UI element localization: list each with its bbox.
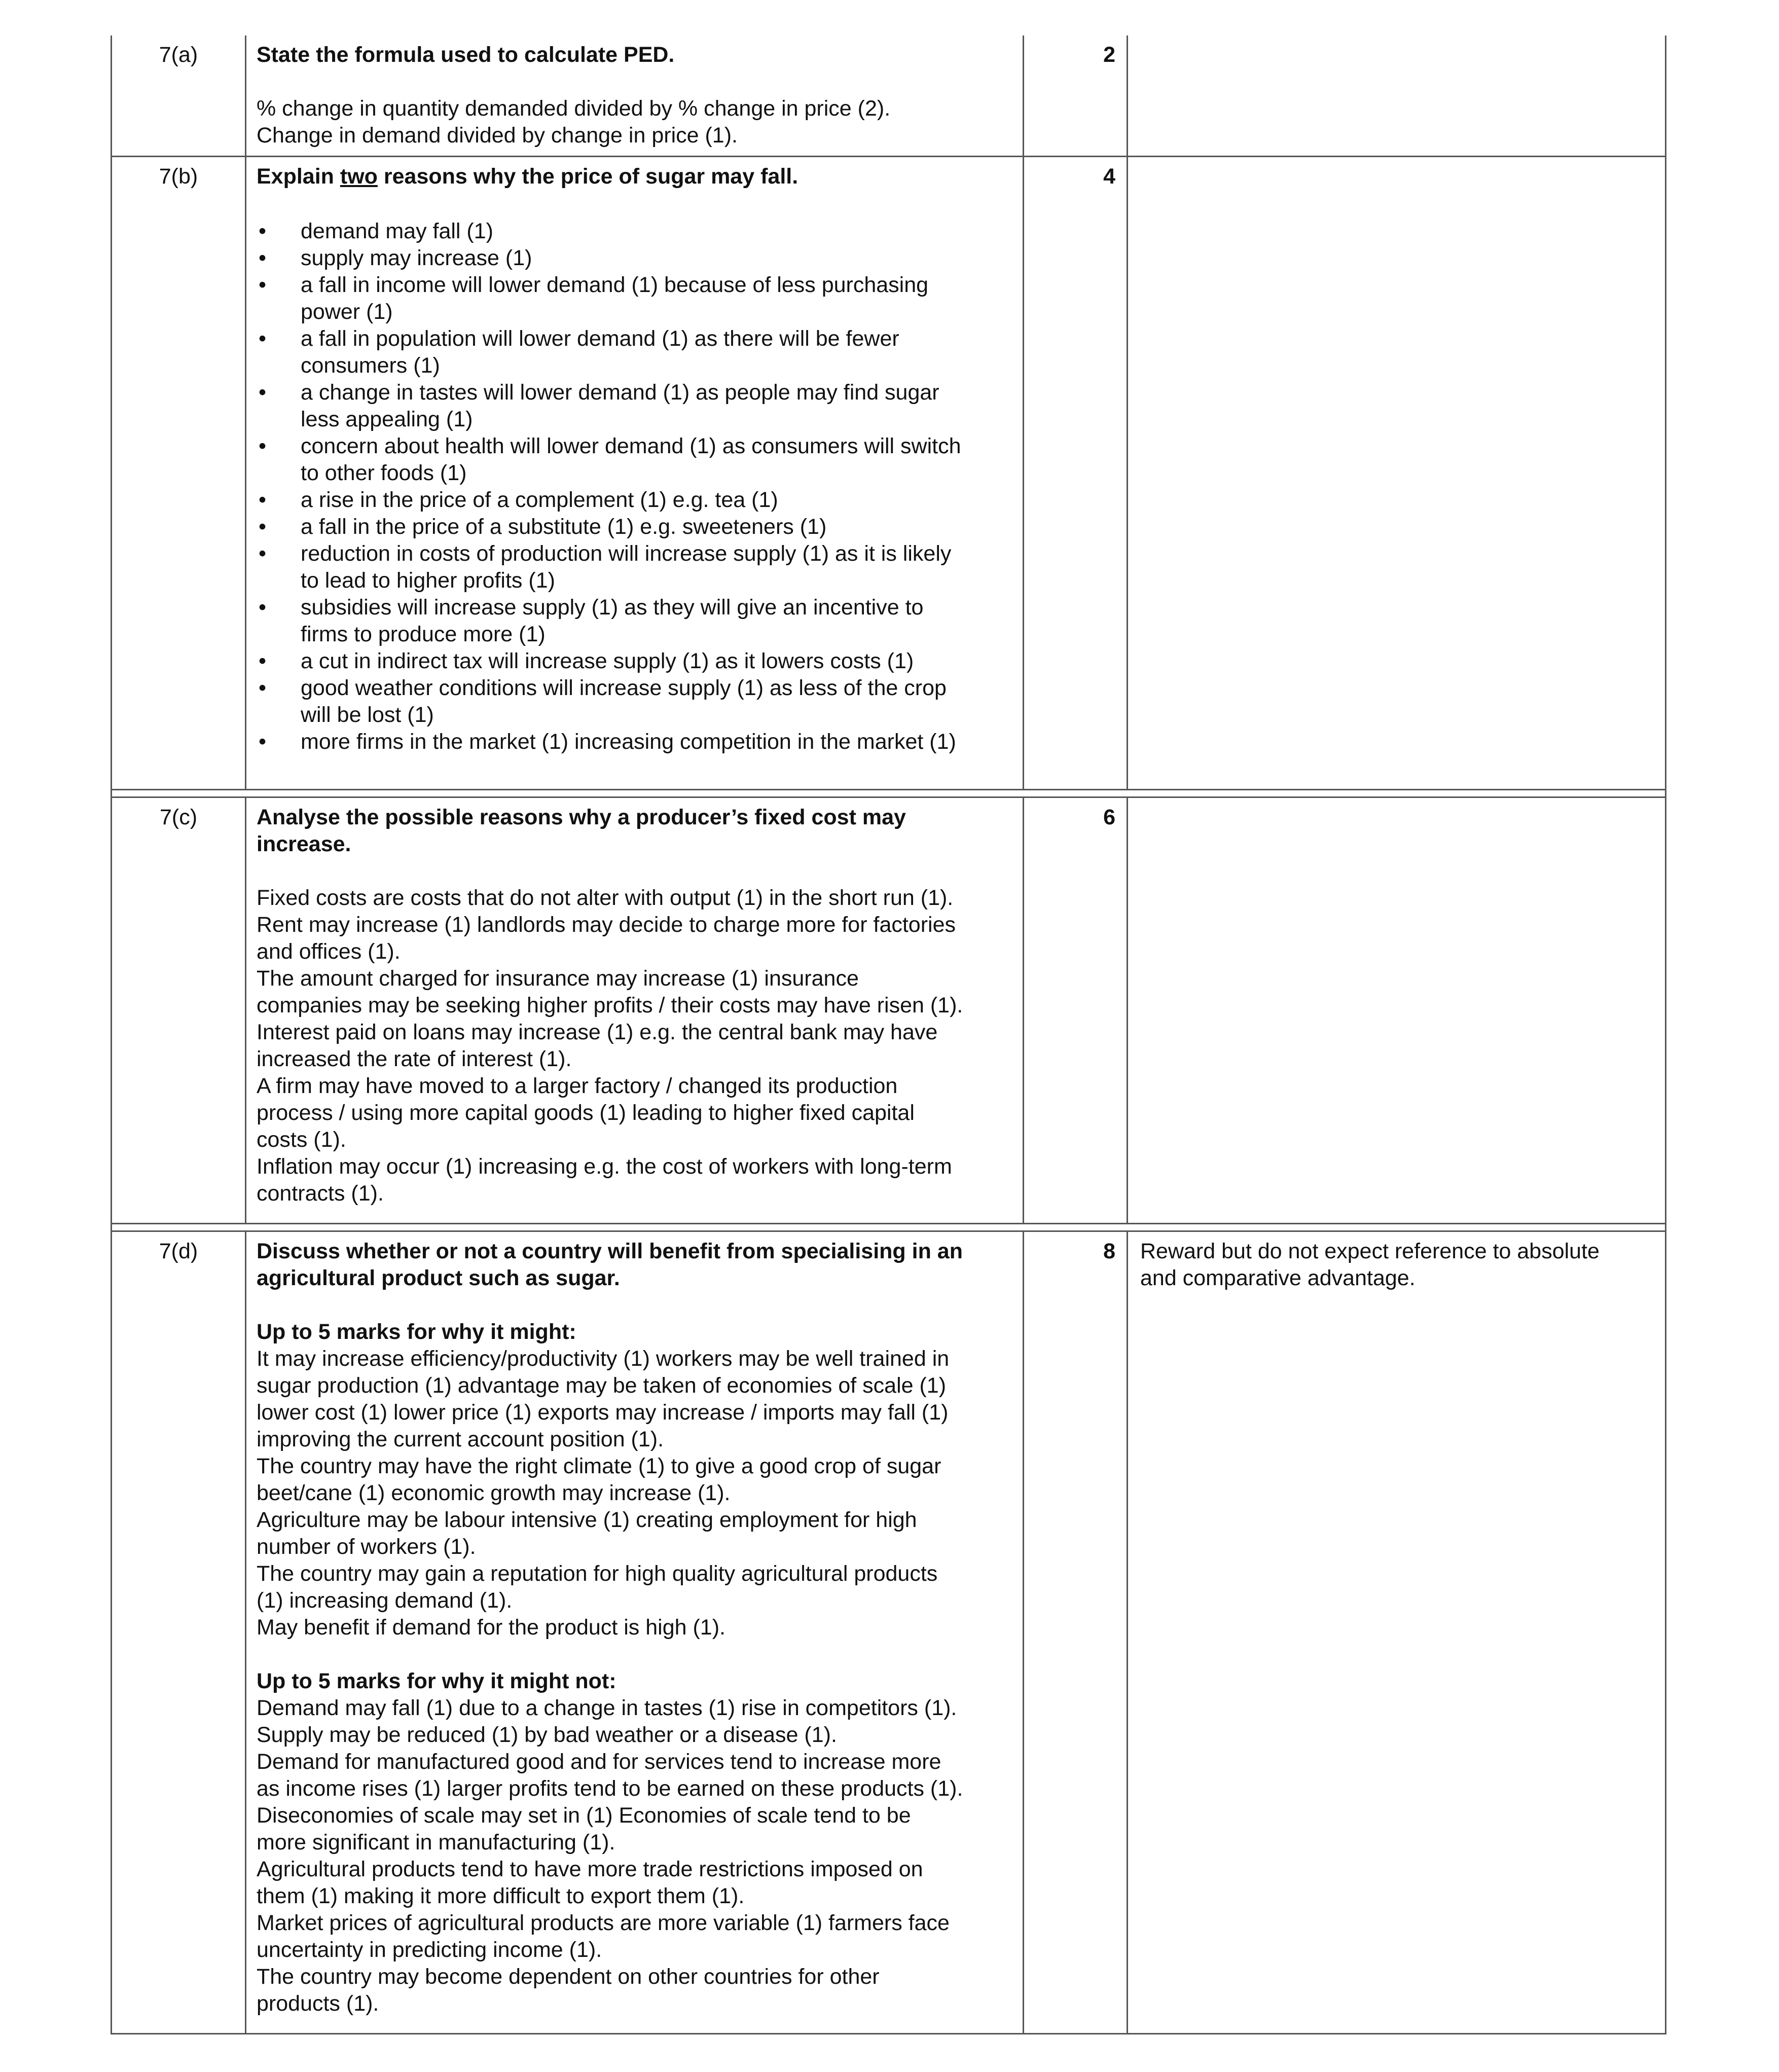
answer-cell: [257, 1232, 1014, 2028]
answer-line: lower cost (1) lower price (1) exports may increase / imports may fall (1): [257, 1400, 949, 1425]
question-text: Analyse the possible reasons why a producer’s fixed cost may increase.: [257, 805, 906, 856]
answer-line: Agricultural products tend to have more trade restrictions imposed on: [257, 1857, 923, 1881]
answer-line: sugar production (1) advantage may be taken of economies of scale (1): [257, 1373, 947, 1398]
answer-line: A firm may have moved to a larger factory / changed its production: [257, 1074, 898, 1098]
marks-value: 2: [1103, 43, 1115, 67]
answer-line: improving the current account position (1).: [257, 1427, 664, 1451]
answer-line: The amount charged for insurance may increase (1) insurance: [257, 966, 859, 991]
marks-value: 8: [1103, 1239, 1115, 1263]
list-item: • subsidies will increase supply (1) as they will give an incentive to firms to produce more (1): [259, 595, 924, 646]
answer-line: products (1).: [257, 1991, 379, 2016]
list-item: • a fall in income will lower demand (1) because of less purchasing power (1): [259, 273, 929, 324]
answer-line: Change in demand divided by change in price (1).: [257, 123, 738, 148]
answer-cell: [257, 798, 1014, 1218]
answer-line: Fixed costs are costs that do not alter with output (1) in the short run (1).: [257, 886, 954, 910]
question-number: 7(a): [159, 43, 198, 67]
guidance-cell: [1140, 1232, 1652, 1292]
answer-line: Inflation may occur (1) increasing e.g. the cost of workers with long-term: [257, 1154, 952, 1179]
answer-line: them (1) making it more difficult to export them (1).: [257, 1884, 745, 1908]
answer-line: (1) increasing demand (1).: [257, 1588, 513, 1613]
question-text: Discuss whether or not a country will benefit from specialising in an agricultural product such as sugar.: [257, 1239, 963, 1290]
marks-value: 4: [1103, 164, 1115, 189]
answer-line: and offices (1).: [257, 939, 401, 964]
row-7b: [112, 157, 1665, 789]
guidance-cell: [1140, 157, 1652, 163]
answer-line: increased the rate of interest (1).: [257, 1047, 572, 1071]
list-item: • reduction in costs of production will increase supply (1) as it is likely to lead to higher profits (1): [259, 541, 952, 593]
row-7a: [112, 35, 1665, 157]
guidance-cell: [1140, 798, 1652, 804]
reasons-list: [257, 218, 1014, 755]
answer-cell: [257, 35, 1014, 160]
question-text: State the formula used to calculate PED.: [257, 43, 675, 67]
answer-line: process / using more capital goods (1) leading to higher fixed capital: [257, 1101, 915, 1125]
question-number: 7(c): [159, 805, 198, 829]
answer-line: Rent may increase (1) landlords may decide to charge more for factories: [257, 913, 956, 937]
answer-line: uncertainty in predicting income (1).: [257, 1938, 602, 1962]
answer-line: % change in quantity demanded divided by % change in price (2).: [257, 96, 891, 121]
answer-cell: [257, 157, 1014, 767]
answer-line: companies may be seeking higher profits / their costs may have risen (1).: [257, 993, 963, 1017]
guidance-line: and comparative advantage.: [1140, 1266, 1415, 1290]
row-7d: [112, 1232, 1665, 2034]
answer-line: Demand for manufactured good and for services tend to increase more: [257, 1750, 941, 1774]
answer-line: Market prices of agricultural products are more variable (1) farmers face: [257, 1911, 950, 1935]
might-heading: Up to 5 marks for why it might:: [257, 1320, 576, 1344]
answer-line: number of workers (1).: [257, 1535, 476, 1559]
answer-line: The country may have the right climate (1) to give a good crop of sugar: [257, 1454, 941, 1478]
answer-line: more significant in manufacturing (1).: [257, 1830, 615, 1855]
answer-line: costs (1).: [257, 1128, 346, 1152]
list-item: • a change in tastes will lower demand (1) as people may find sugar less appealing (1): [259, 380, 939, 431]
guidance-cell: [1140, 35, 1652, 42]
guidance-line: Reward but do not expect reference to absolute: [1140, 1239, 1600, 1263]
answer-line: Demand may fall (1) due to a change in tastes (1) rise in competitors (1).: [257, 1696, 957, 1720]
answer-line: Agriculture may be labour intensive (1) creating employment for high: [257, 1508, 917, 1532]
list-item: • a fall in the price of a substitute (1) e.g. sweeteners (1): [259, 515, 827, 539]
question-number: 7(b): [159, 164, 198, 189]
list-item: • concern about health will lower demand (1) as consumers will switch to other foods (1): [259, 434, 961, 485]
list-item: • a rise in the price of a complement (1) e.g. tea (1): [259, 488, 778, 512]
answer-line: May benefit if demand for the product is high (1).: [257, 1615, 725, 1640]
list-item: • good weather conditions will increase supply (1) as less of the crop will be lost (1): [259, 676, 947, 727]
row-7c: [112, 798, 1665, 1223]
mark-scheme-table: [111, 35, 1666, 2034]
answer-line: Supply may be reduced (1) by bad weather or a disease (1).: [257, 1723, 837, 1747]
answer-line: as income rises (1) larger profits tend to be earned on these products (1).: [257, 1776, 963, 1801]
marks-value: 6: [1103, 805, 1115, 829]
list-item: • demand may fall (1): [259, 219, 493, 243]
list-item: • supply may increase (1): [259, 246, 532, 270]
question-number: 7(d): [159, 1239, 198, 1263]
question-text: Explain two reasons why the price of sugar may fall.: [257, 164, 798, 189]
list-item: • a fall in population will lower demand (1) as there will be fewer consumers (1): [259, 326, 899, 378]
answer-line: beet/cane (1) economic growth may increase (1).: [257, 1481, 731, 1505]
answer-line: contracts (1).: [257, 1181, 384, 1206]
emphasis-two: two: [340, 164, 378, 189]
answer-line: The country may become dependent on other countries for other: [257, 1965, 880, 1989]
list-item: • more firms in the market (1) increasing competition in the market (1): [259, 730, 956, 754]
list-item: • a cut in indirect tax will increase supply (1) as it lowers costs (1): [259, 649, 914, 673]
answer-line: Diseconomies of scale may set in (1) Economies of scale tend to be: [257, 1803, 911, 1828]
answer-line: Interest paid on loans may increase (1) e.g. the central bank may have: [257, 1020, 938, 1044]
might-not-heading: Up to 5 marks for why it might not:: [257, 1669, 616, 1693]
answer-line: The country may gain a reputation for high quality agricultural products: [257, 1561, 938, 1586]
answer-line: It may increase efficiency/productivity (1) workers may be well trained in: [257, 1347, 950, 1371]
